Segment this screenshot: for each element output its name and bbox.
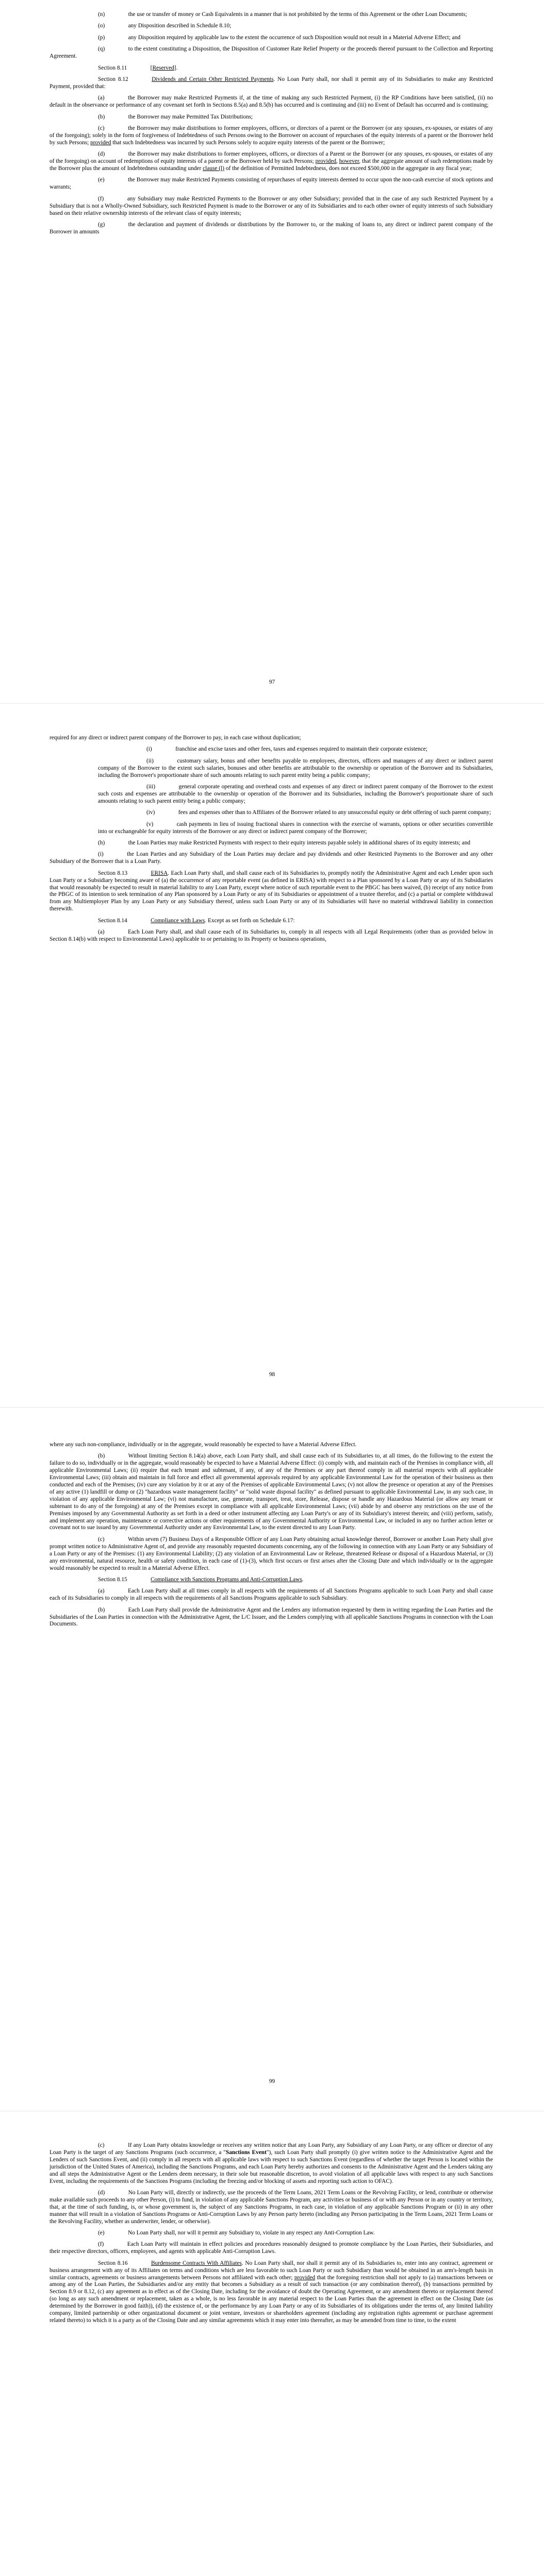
clause-paragraph: (a) Each Loan Party shall at all times comply in all respects with the requirements of all Sanctions Programs applicable to such Loan Party and shall cause each of its Subsidiaries to comply in all respects with the requirements of all Sanctions Programs applicable to such Subsidiary. — [50, 1588, 493, 1602]
clause-paragraph: (q) to the extent constituting a Disposition, the Disposition of Customer Rate Relief Property or the proceeds thereof pursuant to the Collection and Reporting Agreement. — [50, 46, 493, 60]
clause-paragraph: (i) the Loan Parties and any Subsidiary of the Loan Parties may declare and pay dividends and other Restricted Payments to the Borrower and any other Subsidiary of the Borrower that is a Loan Party. — [50, 851, 493, 865]
section-paragraph: Section 8.15 Compliance with Sanctions Programs and Anti-Corruption Laws. — [98, 1576, 304, 1583]
clause-paragraph: (ii) customary salary, bonus and other benefits payable to employees, directors, officers and managers of any direct or indirect parent company of the Borrower to the extent such salaries, bonuses and other benefits are attributable to the ownership or operation of the Borrower and its Subsidiaries, including the Borrower's proportionate share of such amounts relating to such parent entity being a public company; — [98, 757, 493, 778]
page-number: 98 — [269, 1371, 275, 1378]
clause-paragraph: where any such non-compliance, individually or in the aggregate, would reasonably be expected to have a Material Adverse Effect. — [50, 1442, 357, 1448]
section-paragraph: Section 8.13 ERISA. Each Loan Party shall, and shall cause each of its Subsidiaries to, promptly notify the Administrative Agent and each Lender upon such Loan Party or a Subsidiary becoming aware of (a) the occurrence of any reportable event (as defined in ERISA) with respect to a Plan sponsored by a Loan Party or any of its Subsidiaries that would reasonably be expected to result in material liability to any Loan Party, except where notice of such reportable event to the PBGC has been waived, (b) receipt of any notice from the PBGC of its intention to seek termination of any Plan sponsored by a Loan Party or any of its Subsidiaries or appointment of a trustee therefor, and (c) a partial or complete withdrawal from any Multiemployer Plan by any Loan Party or any Subsidiary thereof, unless such Loan Party or any of its Subsidiaries will have no material withdrawal liability in connection therewith. — [50, 870, 493, 912]
clause-paragraph: (h) the Loan Parties may make Restricted Payments with respect to their equity interests payable solely in additional shares of its equity interests; and — [98, 839, 471, 846]
section-paragraph: Section 8.11 [Reserved]. — [98, 64, 178, 71]
clause-paragraph: (i) franchise and excise taxes and other fees, taxes and expenses required to maintain their corporate existence; — [146, 746, 427, 753]
page-number: 97 — [269, 679, 275, 685]
clause-paragraph: (b) the Borrower may make Permitted Tax Distributions; — [98, 113, 253, 120]
clause-paragraph: (n) the use or transfer of money or Cash Equivalents in a manner that is not prohibited by the terms of this Agreement or the other Loan Documents; — [98, 11, 467, 18]
clause-paragraph: required for any direct or indirect parent company of the Borrower to pay, in each case without duplication; — [50, 735, 301, 741]
page-body — [50, 1442, 493, 1633]
page-number: 99 — [269, 2078, 275, 2084]
clause-paragraph: (a) Each Loan Party shall, and shall cause each of its Subsidiaries to, comply in all respects with all Legal Requirements (other than as provided below in Section 8.14(b) with respect to Environmental Laws) applicable to or pertaining to its Property or business operations, — [50, 929, 493, 942]
clause-paragraph: (c) If any Loan Party obtains knowledge or receives any written notice that any Loan Party, any Subsidiary of any Loan Party, or any officer or director of any Loan Party is the target of any Sanctions Programs (such occurrence, a "Sanctions Event"), such Loan Party shall promptly (i) give written notice to the Administrative Agent and the Lenders of such Sanctions Event, and (ii) comply in all respects with all applicable laws with respect to such Sanctions Event (regardless of whether the target Person is located within the jurisdiction of the United States of America), including the Sanctions Programs, and each Loan Party hereby authorizes and consents to the Administrative Agent and the Lenders taking any and all steps the Administrative Agent or the Lenders deem necessary, in their sole but reasonable discretion, to avoid violation of all applicable laws with respect to any such Sanctions Event, including the requirements of the Sanctions Programs (including the freezing and/or blocking of assets and reporting such action to OFAC). — [50, 2142, 493, 2184]
clause-paragraph: (d) the Borrower may make distributions to former employees, officers, or directors of a Parent or the Borrower (or any spouses, ex-spouses, or estates of any of the foregoing) on account of redemptions of equity interests of a parent or the Borrower held by such Persons; provided, however, that the aggregate amount of such redemptions made by the Borrower plus the amount of Indebtedness outstanding under clause (l) of the definition of Permitted Indebtedness, does not exceed $500,000 in the aggregate in any fiscal year; — [50, 151, 493, 172]
clause-paragraph: (b) Without limiting Section 8.14(a) above, each Loan Party shall, and shall cause each of its Subsidiaries to, at all times, do the following to the extent the failure to do so, individually or in the aggregate, would reasonably be expected to have a Material Adverse Effect: (i) comply with, and maintain each of the Premises in compliance with, all applicable Environmental Laws; (ii) require that each tenant and subtenant, if any, of any of the Premises or any part thereof comply in all material respects with all applicable Environmental Laws; (iii) obtain and maintain in full force and effect all governmental approvals required by any applicable Environmental Law for the operation of their business as then conducted and each of the Premises; (iv) cure any violation by it or at any of the Premises of applicable Environmental Laws; (v) not allow the presence or operation at any of the Premises of any active (1) landfill or dump or (2) "hazardous waste management facility" or "solid waste disposal facility" as defined pursuant to applicable Environmental Law, in any such case, in violation of any applicable Environmental Law; (vi) not manufacture, use, generate, transport, treat, store, Release, dispose or handle any Hazardous Material (or allow any tenant or subtenant to do any of the foregoing) at any of the Premises except in compliance with all applicable Environmental Laws; (vii) abide by and observe any restrictions on the use of the Premises imposed by any Governmental Authority as set forth in a deed or other instrument affecting any Loan Party's or any of its Subsidiary's interest therein; and (viii) perform, satisfy, and implement any operation, maintenance or corrective actions or other requirements of any Governmental Authority or Environmental Law, or included in any no further action letter or covenant not to sue issued by any Governmental Authority under any Environmental Law, to the extent directed to any Loan Party. — [50, 1453, 493, 1531]
clause-paragraph: (f) any Subsidiary may make Restricted Payments to the Borrower or any other Subsidiary; provided that in the case of any such Restricted Payment by a Subsidiary that is not a Wholly-Owned Subsidiary, such Restricted Payment is made to the Borrower or any of its Subsidiaries and to each other owner of equity interests of such Subsidiary based on their relative ownership interests of the relevant class of equity interests; — [50, 195, 493, 216]
section-paragraph: Section 8.12 Dividends and Certain Other Restricted Payments. No Loan Party shall, nor shall it permit any of its Subsidiaries to make any Restricted Payment, provided that: — [50, 76, 493, 90]
page-body — [50, 735, 493, 947]
page-body — [50, 11, 493, 240]
clause-paragraph: (o) any Disposition described in Schedule 8.10; — [98, 23, 232, 29]
section-paragraph: Section 8.14 Compliance with Laws. Except as set forth on Schedule 6.17: — [98, 917, 295, 924]
clause-paragraph: (p) any Disposition required by applicable law to the extent the occurrence of such Disposition would not result in a Material Adverse Effect; and — [98, 34, 460, 41]
clause-paragraph: (d) No Loan Party will, directly or indirectly, use the proceeds of the Term Loans, 2021 Term Loans or the Revolving Facility, or lend, contribute or otherwise make available such proceeds to any other Person, (i) to fund, in violation of any applicable Sanctions Program, any activities or business of or with any Person or in any country or territory, that, at the time of such funding, is, or whose government is, the subject of any Sanctions Programs, in each case, in violation of any applicable Sanctions Program or (ii) in any other manner that will result in a violation of Sanctions Programs or Anti-Corruption Laws by any Person party hereto (including any Person participating in the Term Loans, 2021 Term Loans or the Revolving Facility, whether as underwriter, lender, or otherwise). — [50, 2189, 493, 2225]
clause-paragraph: (iii) general corporate operating and overhead costs and expenses of any direct or indirect parent company of the Borrower to the extent such costs and expenses are attributable to the ownership or operation of the Borrower and its Subsidiaries, including the Borrower's proportionate share of such amounts relating to such parent entity being a public company; — [98, 784, 493, 804]
clause-paragraph: (iv) fees and expenses other than to Affiliates of the Borrower related to any unsuccessful equity or debt offering of such parent company; — [146, 809, 491, 816]
page-99 — [0, 1408, 544, 2111]
clause-paragraph: (e) the Borrower may make Restricted Payments consisting of repurchases of equity interests deemed to occur upon the non-cash exercise of stock options and warrants; — [50, 177, 493, 191]
clause-paragraph: (b) Each Loan Party shall provide the Administrative Agent and the Lenders any information requested by them in writing regarding the Loan Parties and the Subsidiaries of the Loan Parties in connection with the Administrative Agent, the L/C Issuer, and the Lenders complying with all applicable Sanctions Programs in connection with the Loan Documents. — [50, 1606, 493, 1628]
clause-paragraph: (a) the Borrower may make Restricted Payments if, at the time of making any such Restricted Payment, (i) the RP Conditions have been satisfied, (ii) no default in the observance or performance of any covenant set forth in Sections 8.5(a) and 8.5(b) has occurred and is continuing and (iii) no Event of Default has occurred and is continuing; — [50, 95, 493, 109]
section-paragraph: Section 8.16 Burdensome Contracts With Affiliates. No Loan Party shall, nor shall it permit any of its Subsidiaries to, enter into any contract, agreement or business arrangement with any of its Affiliates on terms and conditions which are less favorable to such Loan Party or such Subsidiary than would be obtained in an arm's-length basis in similar contracts, agreements or business arrangements between Persons not affiliated with each other; provided that the foregoing restriction shall not apply to (a) transactions between or among any of the Loan Parties, the Subsidiaries and/or any entity that becomes a Subsidiary as a result of such transaction (or any combination thereof), (b) transactions permitted by Section 8.9 or 8.12, (c) any agreement as in effect as of the Closing Date, including for the avoidance of doubt the Operating Agreement, or any amendment thereto or replacement thereof (so long as any such amendment or replacement, taken as a whole, is no less favorable in any material respect to the Loan Parties than the agreement in effect on the Closing Date (as determined by the Borrower in good faith)), (d) the existence of, or the performance by any Loan Party or any of its Subsidiaries of its obligations under the terms of, any limited liability company, limited partnership or other organizational document or joint venture, investors or shareholders agreement (including any registration rights agreement or purchase agreement related thereto) to which it is a party as of the Closing Date and any similar agreements which it may enter into thereafter, as may be amended from time to time, to the extent — [50, 2260, 493, 2324]
clause-paragraph: (f) Each Loan Party will maintain in effect policies and procedures reasonably designed to promote compliance by the Loan Parties, their Subsidiaries, and their respective directors, officers, employees, and agents with applicable Anti-Corruption Laws. — [50, 2241, 493, 2255]
page-body — [50, 2142, 493, 2329]
page-97 — [0, 0, 544, 703]
page-100 — [0, 2111, 544, 2576]
clause-paragraph: (g) the declaration and payment of dividends or distributions by the Borrower to, or the making of loans to, any direct or indirect parent company of the Borrower in amounts — [50, 221, 493, 235]
clause-paragraph: (c) Within seven (7) Business Days of a Responsible Officer of any Loan Party obtaining actual knowledge thereof, Borrower or another Loan Party shall give prompt written notice to Administrative Agent of, and provide any reasonably requested documents concerning, any of the following in connection with any Loan Party or any Subsidiary of a Loan Party or any of the Premises: (1) any Environmental Liability; (2) any violation of an Environmental Law or Release, threatened Release or disposal of a Hazardous Material, or (3) any environmental, natural resource, health or safety condition, in each case of (1)-(3), which first occurs or first arises after the Closing Date and which individually or in the aggregate would reasonably be expected to result in a Material Adverse Effect. — [50, 1536, 493, 1571]
clause-paragraph: (e) No Loan Party shall, nor will it permit any Subsidiary to, violate in any respect any Anti-Corruption Law. — [98, 2229, 375, 2236]
page-98 — [0, 704, 544, 1407]
clause-paragraph: (c) the Borrower may make distributions to former employees, officers, or directors of a parent or the Borrower (or any spouses, ex-spouses, or estates of any of the foregoing); solely in the form of forgiveness of Indebtedness of such Persons owing to the Borrower on account of repurchases of the equity interests of a parent or the Borrower held by such Persons; provided that such Indebtedness was incurred by such Persons solely to acquire equity interests of the parent or the Borrower; — [50, 125, 493, 146]
clause-paragraph: (v) cash payments in lieu of issuing fractional shares in connection with the exercise of warrants, options or other securities convertible into or exchangeable for equity interests of the Borrower or any direct or indirect parent company of the Borrower; — [98, 821, 493, 835]
